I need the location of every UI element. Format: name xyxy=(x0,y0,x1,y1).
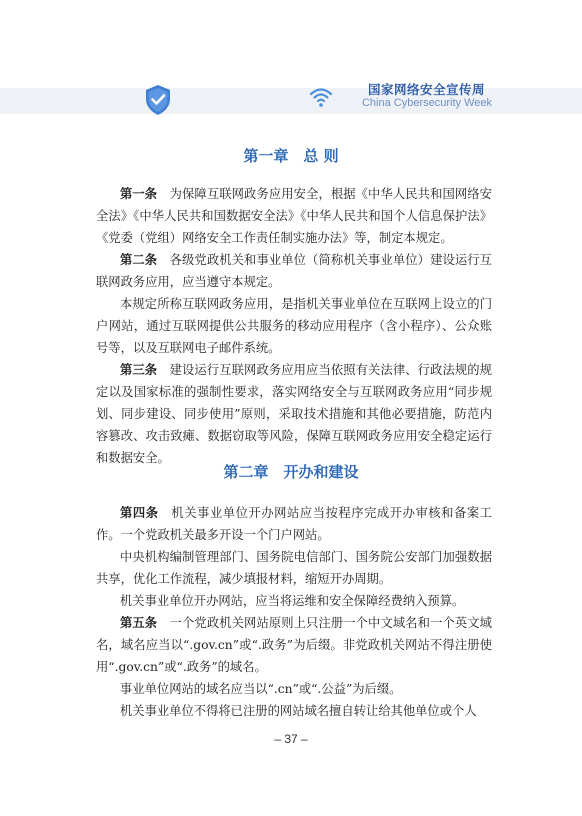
article-text: 建设运行互联网政务应用应当依照有关法律、行政法规的规定以及国家标准的强制性要求，落实网络安全与互联网政务应用“同步规划、同步建设、同步使用”原则，采取技术措施和其他必要措施，防范内容篡改、攻击致瘫、数据窃取等风险，保障互联网政务应用安全稳定运行和数据安全。 xyxy=(96,363,492,465)
article-paragraph xyxy=(96,612,492,678)
article-number: 第一条 xyxy=(120,187,158,201)
article-text: 各级党政机关和事业单位（简称机关事业单位）建设运行互联网政务应用，应当遵守本规定。 xyxy=(96,253,492,289)
brand-title-en: China Cybersecurity Week xyxy=(361,97,492,109)
article-number: 第五条 xyxy=(120,616,158,630)
article-number: 第二条 xyxy=(120,253,158,267)
page-number: – 37 – xyxy=(274,732,308,746)
article-paragraph xyxy=(96,546,492,590)
wifi-icon xyxy=(309,86,333,108)
article-number: 第三条 xyxy=(120,363,158,377)
chapter-title: 第二章 开办和建设 xyxy=(223,463,359,481)
article-text: 事业单位网站的域名应当以“.cn”或“.公益”为后缀。 xyxy=(120,682,402,696)
article-text: 机关事业单位不得将已注册的网站域名擅自转让给其他单位或个人 xyxy=(120,704,477,718)
brand-title-cn: 国家网络安全宣传周 xyxy=(368,82,486,97)
chapter-title: 第一章 总 则 xyxy=(243,147,339,165)
article-paragraph xyxy=(96,700,492,722)
article-text: 中央机构编制管理部门、国务院电信部门、国务院公安部门加强数据共享，优化工作流程，减少填报材料，缩短开办周期。 xyxy=(96,550,492,586)
article-paragraph xyxy=(96,678,492,700)
article-text: 本规定所称互联网政务应用，是指机关事业单位在互联网上设立的门户网站，通过互联网提供公共服务的移动应用程序（含小程序）、公众账号等，以及互联网电子邮件系统。 xyxy=(96,297,492,355)
shield-check-icon xyxy=(144,84,172,116)
article-paragraph xyxy=(96,249,492,293)
article-text: 一个党政机关网站原则上只注册一个中文域名和一个英文域名，域名应当以“.gov.cn”或“.政务”为后缀。非党政机关网站不得注册使用“.gov.cn”或“.政务”的域名。 xyxy=(96,616,492,674)
article-text: 机关事业单位开办网站，应当将运维和安全保障经费纳入预算。 xyxy=(120,594,465,608)
article-paragraph xyxy=(96,359,492,469)
article-paragraph xyxy=(96,293,492,359)
article-text: 机关事业单位开办网站应当按程序完成开办审核和备案工作。一个党政机关最多开设一个门户网站。 xyxy=(96,506,492,542)
article-paragraph xyxy=(96,502,492,546)
article-text: 为保障互联网政务应用安全，根据《中华人民共和国网络安全法》《中华人民共和国数据安全法》《中华人民共和国个人信息保护法》《党委（党组）网络安全工作责任制实施办法》等，制定本规定。 xyxy=(96,187,492,245)
article-number: 第四条 xyxy=(120,506,159,520)
article-paragraph xyxy=(96,183,492,249)
header-band xyxy=(0,88,582,114)
article-paragraph xyxy=(96,590,492,612)
